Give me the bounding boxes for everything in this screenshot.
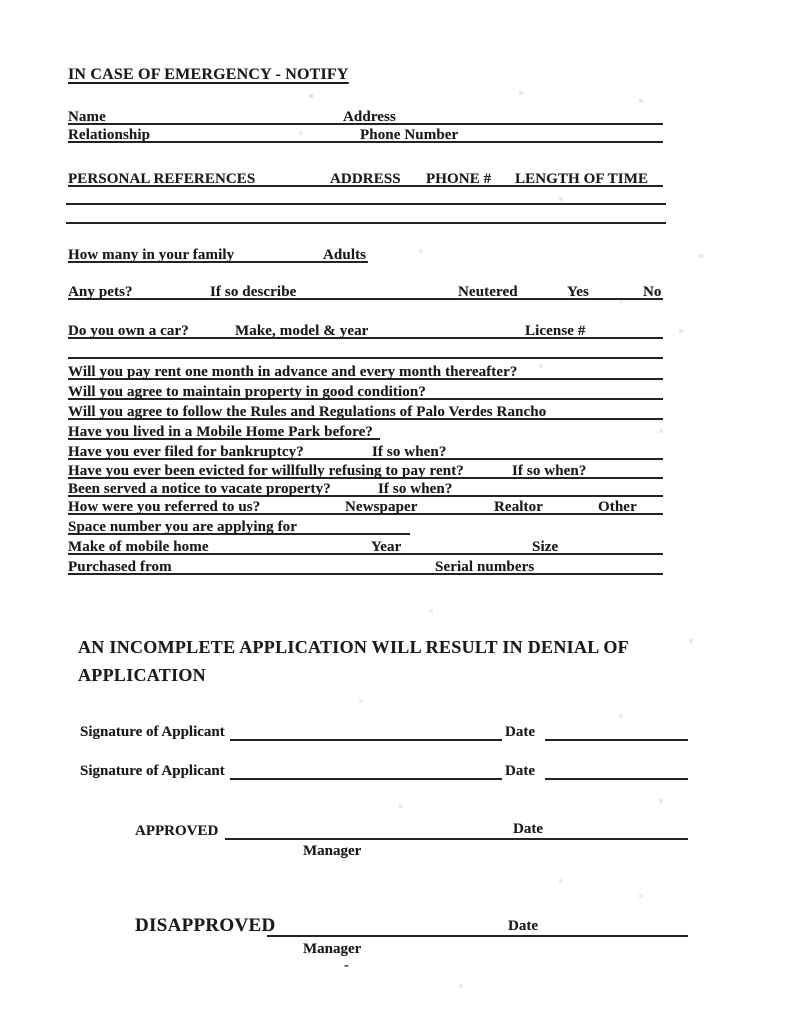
bankruptcy-if-so-when-label: If so when? [372,444,447,460]
neutered-label: Neutered [458,284,518,300]
relationship-label: Relationship [68,127,151,143]
pets-question-label: Any pets? [68,284,133,300]
space-number-label: Space number you are applying for [68,519,298,535]
emergency-relationship-phone-row [68,123,663,143]
question-bankruptcy-row [68,440,663,460]
question-purchased-from-row [68,555,663,575]
phone-number-label: Phone Number [360,127,459,143]
references-header-row [68,167,663,187]
disapproved-manager-label: Manager [303,941,362,957]
evicted-if-so-when-label: If so when? [512,463,587,479]
make-of-mobile-home-label: Make of mobile home [68,539,209,555]
approved-manager-label: Manager [303,843,362,859]
car-row [68,319,663,339]
question-maintain-property-row [68,380,663,400]
scan-noise [0,0,2,2]
reference-blank-line-1 [66,185,666,205]
pets-describe-label: If so describe [210,284,297,300]
approved-date-label: Date [513,821,543,837]
question-make-of-home-row [68,535,663,555]
maintain-property-label: Will you agree to maintain property in good condition? [68,384,426,400]
vacate-label: Been served a notice to vacate property? [68,481,331,497]
newspaper-label: Newspaper [345,499,418,515]
disapproved-date-label: Date [508,918,538,934]
license-label: License # [525,323,586,339]
address-label: Address [343,109,396,125]
make-model-year-label: Make, model & year [235,323,369,339]
references-phone-header: PHONE # [426,171,492,187]
signature-row-1 [80,723,688,741]
reference-blank-line-2 [66,204,666,224]
disapproved-label: DISAPPROVED [135,915,276,936]
purchased-from-label: Purchased from [68,559,172,575]
signature-applicant-label-2: Signature of Applicant [80,763,225,779]
signature-date-line-1 [545,739,688,741]
pets-row [68,280,663,300]
question-evicted-row [68,459,663,479]
approved-label: APPROVED [135,823,219,839]
evicted-label: Have you ever been evicted for willfully refusing to pay rent? [68,463,464,479]
vacate-if-so-when-label: If so when? [378,481,453,497]
car-blank-line [68,339,663,359]
signature-date-line-2 [545,778,688,780]
disapproved-line [267,935,688,937]
bankruptcy-label: Have you ever filed for bankruptcy? [68,444,304,460]
signature-row-2 [80,762,688,780]
no-label: No [643,284,662,300]
signature-applicant-label-1: Signature of Applicant [80,724,225,740]
question-mobile-home-park-row [68,420,380,440]
question-space-number-row [68,515,410,535]
serial-numbers-label: Serial numbers [435,559,535,575]
referred-label: How were you referred to us? [68,499,261,515]
mobile-home-park-label: Have you lived in a Mobile Home Park before? [68,424,373,440]
question-referred-row [68,495,663,515]
other-label: Other [598,499,637,515]
yes-label: Yes [567,284,589,300]
question-advance-rent-row [68,360,663,380]
references-address-header: ADDRESS [330,171,401,187]
year-label: Year [371,539,402,555]
emergency-heading: IN CASE OF EMERGENCY - NOTIFY [68,66,349,83]
emergency-name-address-row [68,105,663,125]
signature-date-label-1: Date [505,724,535,740]
question-vacate-row [68,477,663,497]
size-label: Size [532,539,559,555]
approved-row [135,820,688,840]
realtor-label: Realtor [494,499,544,515]
personal-references-header: PERSONAL REFERENCES [68,171,256,187]
page-marker: - [344,958,349,973]
signature-date-label-2: Date [505,763,535,779]
name-label: Name [68,109,106,125]
question-rules-row [68,400,663,420]
rules-label: Will you agree to follow the Rules and Regulations of Palo Verdes Rancho [68,404,547,420]
incomplete-application-notice: AN INCOMPLETE APPLICATION WILL RESULT IN DENIAL OF APPLICATION [78,637,629,685]
disapproved-row [135,913,688,937]
signature-line-1 [230,739,502,741]
advance-rent-label: Will you pay rent one month in advance and every month thereafter? [68,364,518,380]
family-question-label: How many in your family [68,247,235,263]
adults-label: Adults [323,247,367,263]
car-question-label: Do you own a car? [68,323,189,339]
signature-line-2 [230,778,502,780]
references-length-header: LENGTH OF TIME [515,171,649,187]
family-row [68,243,368,263]
approved-line [225,838,688,840]
